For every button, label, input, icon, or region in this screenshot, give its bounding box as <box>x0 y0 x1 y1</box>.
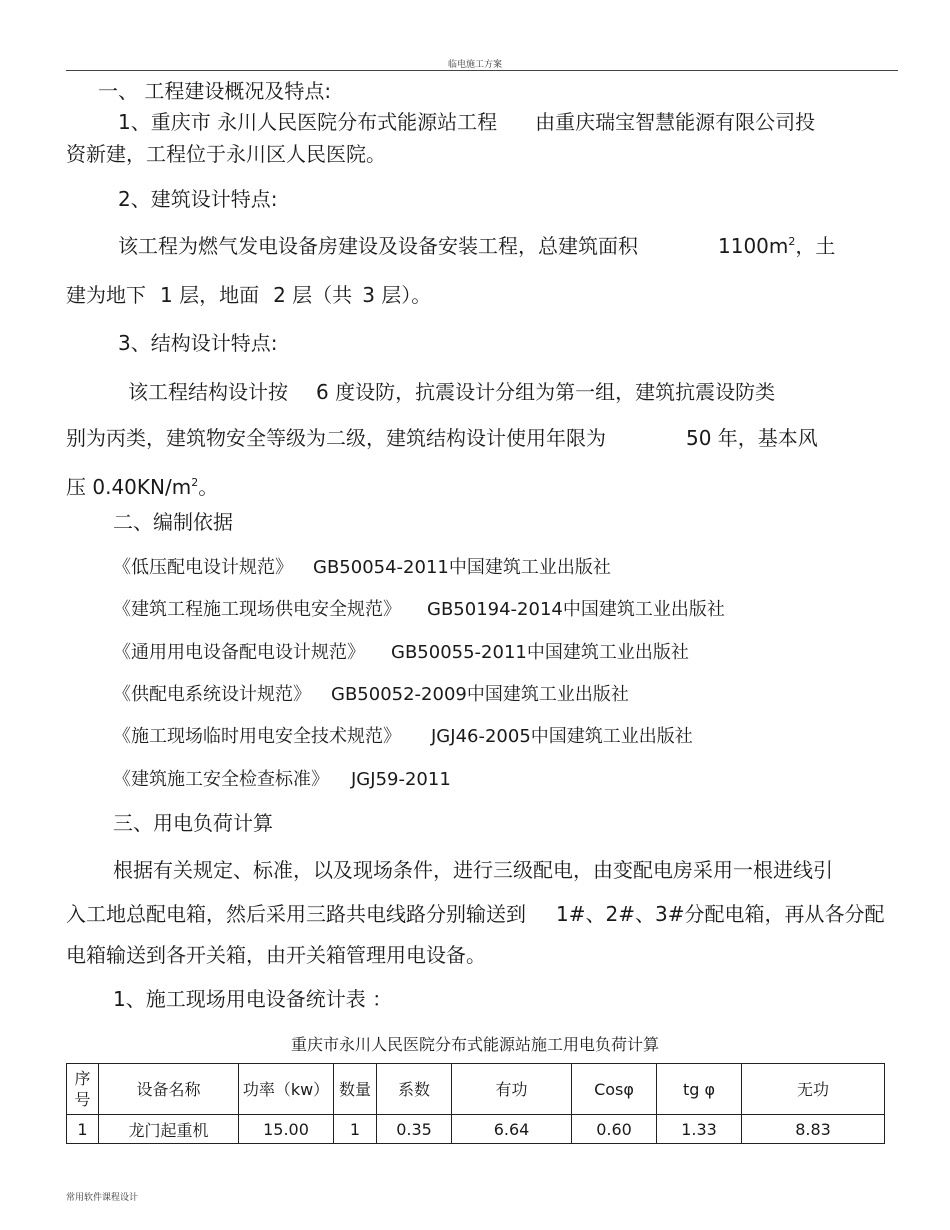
paragraph-4-line-1: 根据有关规定、标准，以及现场条件，进行三级配电，由变配电房采用一根进线引 <box>113 858 833 882</box>
structure-text-4: 50 年，基本风 <box>686 426 818 450</box>
reference-item <box>113 556 611 580</box>
paragraph-3-line-2 <box>66 426 818 450</box>
paragraph-1-line-1 <box>118 110 815 134</box>
reference-name: 《供配电系统设计规范》 <box>113 684 311 705</box>
col-header-active-power: 有功 <box>452 1064 572 1115</box>
section-3-title: 三、用电负荷计算 <box>113 811 273 835</box>
reference-name: 《低压配电设计规范》 <box>113 557 293 578</box>
section-2-title: 二、编制依据 <box>113 510 233 534</box>
page-header-text: 临电施工方案 <box>447 60 502 70</box>
table-row <box>67 1115 885 1144</box>
table-cell: 15.00 <box>239 1115 334 1144</box>
reference-name: 《施工现场临时用电安全技术规范》 <box>113 726 401 747</box>
paragraph-3-line-3 <box>66 475 218 499</box>
structure-text-1: 该工程结构设计按 <box>128 380 288 404</box>
reference-item <box>113 598 725 622</box>
section-1-3-title: 3、结构设计特点: <box>118 331 278 355</box>
col-header-power: 功率（kw） <box>239 1064 334 1115</box>
reference-item <box>113 725 693 749</box>
paragraph-3-line-1 <box>128 380 775 404</box>
table-cell: 1 <box>67 1115 99 1144</box>
floors-text-3: 2 层（共 <box>273 283 353 307</box>
paragraph-1-line-2: 资新建，工程位于永川区人民医院。 <box>66 142 386 166</box>
reference-code: JGJ59-2011 <box>351 769 451 790</box>
paragraph-4-line-2 <box>66 902 884 926</box>
section-1-2-title: 2、建筑设计特点: <box>118 187 278 211</box>
reference-name: 《建筑施工安全检查标准》 <box>113 769 329 790</box>
table-cell: 6.64 <box>452 1115 572 1144</box>
reference-code: GB50055-2011 <box>391 642 527 663</box>
reference-publisher: 中国建筑工业出版社 <box>448 557 611 578</box>
floor-area-value: 1100m <box>718 234 789 258</box>
paragraph-2-line-1 <box>118 234 835 258</box>
reference-publisher: 中国建筑工业出版社 <box>562 599 725 620</box>
reference-code: GB50052-2009 <box>331 684 467 705</box>
structure-text-2: 6 度设防，抗震设计分组为第一组，建筑抗震设防类 <box>316 380 776 404</box>
wind-pressure-text: 压 0.40KN/m <box>66 475 192 499</box>
col-header-quantity: 数量 <box>334 1064 377 1115</box>
structure-text-3: 别为丙类，建筑物安全等级为二级，建筑结构设计使用年限为 <box>66 426 606 450</box>
header-divider <box>66 70 898 71</box>
paragraph-1-project: 1、重庆市 永川人民医院分布式能源站工程 <box>118 110 498 134</box>
reference-publisher: 中国建筑工业出版社 <box>466 684 629 705</box>
table-cell: 0.35 <box>377 1115 452 1144</box>
table-title: 重庆市永川人民医院分布式能源站施工用电负荷计算 <box>290 1035 659 1054</box>
col-header-equipment: 设备名称 <box>99 1064 239 1115</box>
reference-publisher: 中国建筑工业出版社 <box>530 726 693 747</box>
reference-item <box>113 641 689 665</box>
paragraph-2-text: 该工程为燃气发电设备房建设及设备安装工程，总建筑面积 <box>118 234 638 258</box>
paragraph-1-investor: 由重庆瑞宝智慧能源有限公司投 <box>535 110 816 134</box>
reference-item <box>113 683 629 707</box>
floors-text-2: 1 层，地面 <box>160 283 260 307</box>
table-header-row <box>67 1064 885 1115</box>
col-header-tg-phi: tg φ <box>657 1064 742 1115</box>
load-calculation-table <box>66 1063 885 1144</box>
reference-publisher: 中国建筑工业出版社 <box>526 642 689 663</box>
reference-code: GB50194-2014 <box>427 599 563 620</box>
reference-item <box>113 768 451 792</box>
wind-unit-superscript: 2 <box>191 476 199 489</box>
table-cell: 龙门起重机 <box>99 1115 239 1144</box>
reference-code: GB50054-2011 <box>313 557 449 578</box>
section-3-1-title: 1、施工现场用电设备统计表 ： <box>113 987 393 1011</box>
paragraph-2-line-2 <box>66 283 431 307</box>
table-cell: 1 <box>334 1115 377 1144</box>
col-header-coefficient: 系数 <box>377 1064 452 1115</box>
table-cell: 8.83 <box>742 1115 885 1144</box>
paragraph-4-line-3: 电箱输送到各开关箱，由开关箱管理用电设备。 <box>66 943 486 967</box>
col-header-reactive-power: 无功 <box>742 1064 885 1115</box>
distribution-text-2: 1#、2#、3#分配电箱，再从各分配 <box>556 902 885 926</box>
floors-text-1: 建为地下 <box>66 283 146 307</box>
col-header-index: 序号 <box>67 1064 99 1115</box>
wind-pressure-tail: 。 <box>198 475 219 499</box>
table-cell: 1.33 <box>657 1115 742 1144</box>
reference-name: 《建筑工程施工现场供电安全规范》 <box>113 599 401 620</box>
area-unit-superscript: 2 <box>788 235 796 248</box>
reference-name: 《通用用电设备配电设计规范》 <box>113 642 365 663</box>
section-1-title: 一、 工程建设概况及特点: <box>98 79 332 103</box>
floors-text-4: 3 层）。 <box>362 283 432 307</box>
paragraph-2-tail: ，土 <box>795 234 836 258</box>
col-header-cos-phi: Cosφ <box>572 1064 657 1115</box>
table-cell: 0.60 <box>572 1115 657 1144</box>
page-footer-text: 常用软件课程设计 <box>66 1193 139 1203</box>
distribution-text-1: 入工地总配电箱，然后采用三路共电线路分别输送到 <box>66 902 526 926</box>
reference-code: JGJ46-2005 <box>431 726 531 747</box>
